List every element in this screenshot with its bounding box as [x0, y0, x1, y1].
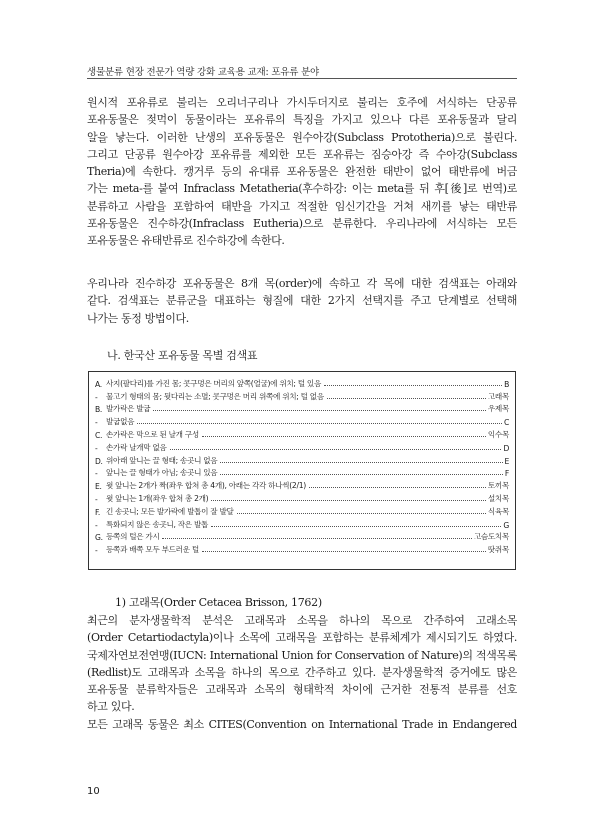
key-description: 손가락은 막으로 된 날개 구성	[106, 429, 199, 439]
key-mark: -	[95, 418, 98, 428]
key-description: 위아래 앞니는 끌 형태; 송곳니 없음	[106, 455, 218, 465]
leader-dots	[202, 436, 486, 437]
key-row	[95, 402, 509, 415]
text-line: 우리나라 진수하강 포유동물은 8개 목(order)에 속하고 각 목에 대한 검색표는 아래와	[87, 277, 517, 290]
text-line: 포유동물은 젖먹이 동물이라는 포유류의 특징을 가지고 있으나 다른 포유동물과 달리	[87, 113, 517, 127]
key-result: 땃쥐목	[487, 545, 509, 555]
leader-dots	[137, 423, 502, 424]
leader-dots	[211, 500, 486, 501]
key-mark: F.	[95, 507, 100, 517]
leader-dots	[324, 385, 502, 386]
key-row	[95, 453, 509, 466]
key-description: 사지(팔다리)를 가진 몸; 콧구멍은 머리의 앞쪽(얼굴)에 위치; 털 있음	[106, 378, 322, 388]
key-result: 우제목	[487, 404, 509, 414]
text-line: Theria)에 속한다. 캥거루 등의 유대류 포유동물은 완전한 태반이 없어 태반류에 버금	[87, 165, 517, 179]
text-line: 원시적 포유류로 불리는 오리너구리나 가시두더지로 불리는 호주에 서식하는 단공류	[87, 96, 517, 109]
key-mark: E.	[95, 482, 102, 492]
paragraph-intro	[87, 94, 517, 250]
paragraph-cetacea	[87, 612, 517, 733]
key-result: E	[504, 456, 509, 466]
text-line: 같다. 검색표는 분류군을 대표하는 형질에 대한 2가지 선택지를 주고 단계별로 선택해	[87, 294, 517, 308]
key-result: D	[503, 443, 509, 453]
section-title: 나. 한국산 포유동물 목별 검색표	[107, 349, 258, 362]
text-line: 그리고 단공류 원수아강 포유류를 제외한 모든 포유류는 짐승아강 즉 수아강(Subclass	[87, 147, 517, 161]
key-description: 윗 앞니는 1개(좌우 합쳐 총 2개)	[106, 493, 209, 503]
text-line: 모든 고래목 동물은 최소 CITES(Convention on International Trade in Endangered	[87, 717, 517, 731]
key-mark: A.	[95, 379, 102, 389]
key-description: 물고기 형태의 몸; 뒷다리는 소멸; 콧구멍은 머리 위쪽에 위치; 털 없음	[106, 391, 324, 401]
running-header: 생물분류 현장 전문가 역량 강화 교육용 교재: 포유류 분야	[87, 67, 320, 78]
key-mark: -	[95, 494, 98, 504]
leader-dots	[327, 398, 486, 399]
leader-dots	[220, 474, 503, 475]
key-row	[95, 478, 509, 491]
text-line: 가는 meta-를 붙여 Infraclass Metatheria(후수하강: 이는 meta를 뒤 후[後]로 번역)로	[87, 182, 517, 196]
text-line: 최근의 분자생물학적 분석은 고래목과 소목을 하나의 목으로 간주하여 고래소목	[87, 614, 517, 627]
key-description: 발가락은 발굽	[106, 404, 151, 414]
leader-dots	[309, 487, 486, 488]
key-result: C	[503, 418, 509, 428]
key-description: 등쪽과 배쪽 모두 부드러운 털	[106, 545, 199, 555]
key-mark: D.	[95, 456, 103, 466]
key-row	[95, 542, 509, 555]
leader-dots	[220, 462, 502, 463]
key-row	[95, 517, 509, 530]
paragraph-key-intro	[87, 275, 517, 327]
key-row	[95, 389, 509, 402]
key-row	[95, 491, 509, 504]
leader-dots	[153, 410, 486, 411]
leader-dots	[237, 513, 486, 514]
key-row	[95, 466, 509, 479]
key-row	[95, 530, 509, 543]
key-result: 고슴도치목	[473, 532, 509, 542]
identification-key-box	[88, 371, 516, 570]
key-mark: -	[95, 443, 98, 453]
key-result: G	[503, 520, 509, 530]
key-result: 토끼목	[487, 481, 509, 491]
key-mark: -	[95, 392, 98, 402]
key-result: 고래목	[487, 391, 509, 401]
page-number: 10	[87, 786, 100, 797]
text-line: (Redlist)도 고래목과 소목을 하나의 목으로 간주하고 있다. 분자생물학적 증거에도 많은	[87, 665, 517, 679]
key-result: 식육목	[487, 506, 509, 516]
key-mark: C.	[95, 430, 103, 440]
key-mark: -	[95, 520, 98, 530]
key-mark: -	[95, 546, 98, 556]
key-mark: -	[95, 469, 98, 479]
leader-dots	[170, 449, 502, 450]
key-description: 등쪽의 털은 가시	[106, 532, 160, 542]
text-line: 분류하고 사람을 포함하여 태반을 가지고 적절한 임신기간을 거쳐 새끼를 낳는 태반류	[87, 199, 517, 213]
key-result: 익수목	[487, 429, 509, 439]
key-result: 설치목	[487, 493, 509, 503]
key-description: 긴 송곳니; 모든 발가락에 발톱이 잘 발달	[106, 506, 234, 516]
leader-dots	[162, 538, 471, 539]
key-row	[95, 427, 509, 440]
text-line: 하고 있다.	[87, 700, 135, 714]
text-line: (Order Cetartiodactyla)이나 소목에 고래목을 포함하는 분류체계가 제시되기도 하였다.	[87, 631, 517, 645]
key-row	[95, 504, 509, 517]
key-row	[95, 376, 509, 389]
text-line: 국제자연보전연맹(IUCN: International Union for Conservation of Nature)의 적색목록	[87, 648, 517, 662]
text-line: 포유동물은 진수하강(Infraclass Eutheria)으로 분류한다. 우리나라에 서식하는 모든	[87, 217, 517, 231]
leader-dots	[211, 526, 501, 527]
key-mark: B.	[95, 405, 103, 415]
header-rule	[87, 78, 517, 79]
key-mark: G.	[95, 533, 103, 543]
key-description: 손가락 날개막 없음	[106, 442, 167, 452]
key-row	[95, 414, 509, 427]
subsection-title: 1) 고래목(Order Cetacea Brisson, 1762)	[115, 596, 322, 609]
text-line: 나가는 동정 방법이다.	[87, 311, 189, 325]
key-description: 발굽없음	[106, 417, 135, 427]
text-line: 포유동물은 유태반류로 진수하강에 속한다.	[87, 234, 285, 248]
key-description: 앞니는 끌 형태가 아님; 송곳니 있음	[106, 468, 218, 478]
leader-dots	[202, 551, 486, 552]
key-description: 윗 앞니는 2개가 짝(좌우 합쳐 총 4개), 아래는 각각 하나씩(2/1)	[106, 481, 306, 491]
key-result: F	[504, 469, 509, 479]
key-row	[95, 440, 509, 453]
key-description: 특화되지 않은 송곳니, 작은 발톱	[106, 519, 209, 529]
key-result: B	[504, 379, 509, 389]
text-line: 알을 낳는다. 이러한 난생의 포유동물은 원수아강(Subclass Prototheria)으로 불린다.	[87, 130, 517, 144]
text-line: 포유동물 분류학자들은 고래목과 소목의 형태학적 차이에 근거한 전통적 분류를 선호	[87, 683, 517, 697]
